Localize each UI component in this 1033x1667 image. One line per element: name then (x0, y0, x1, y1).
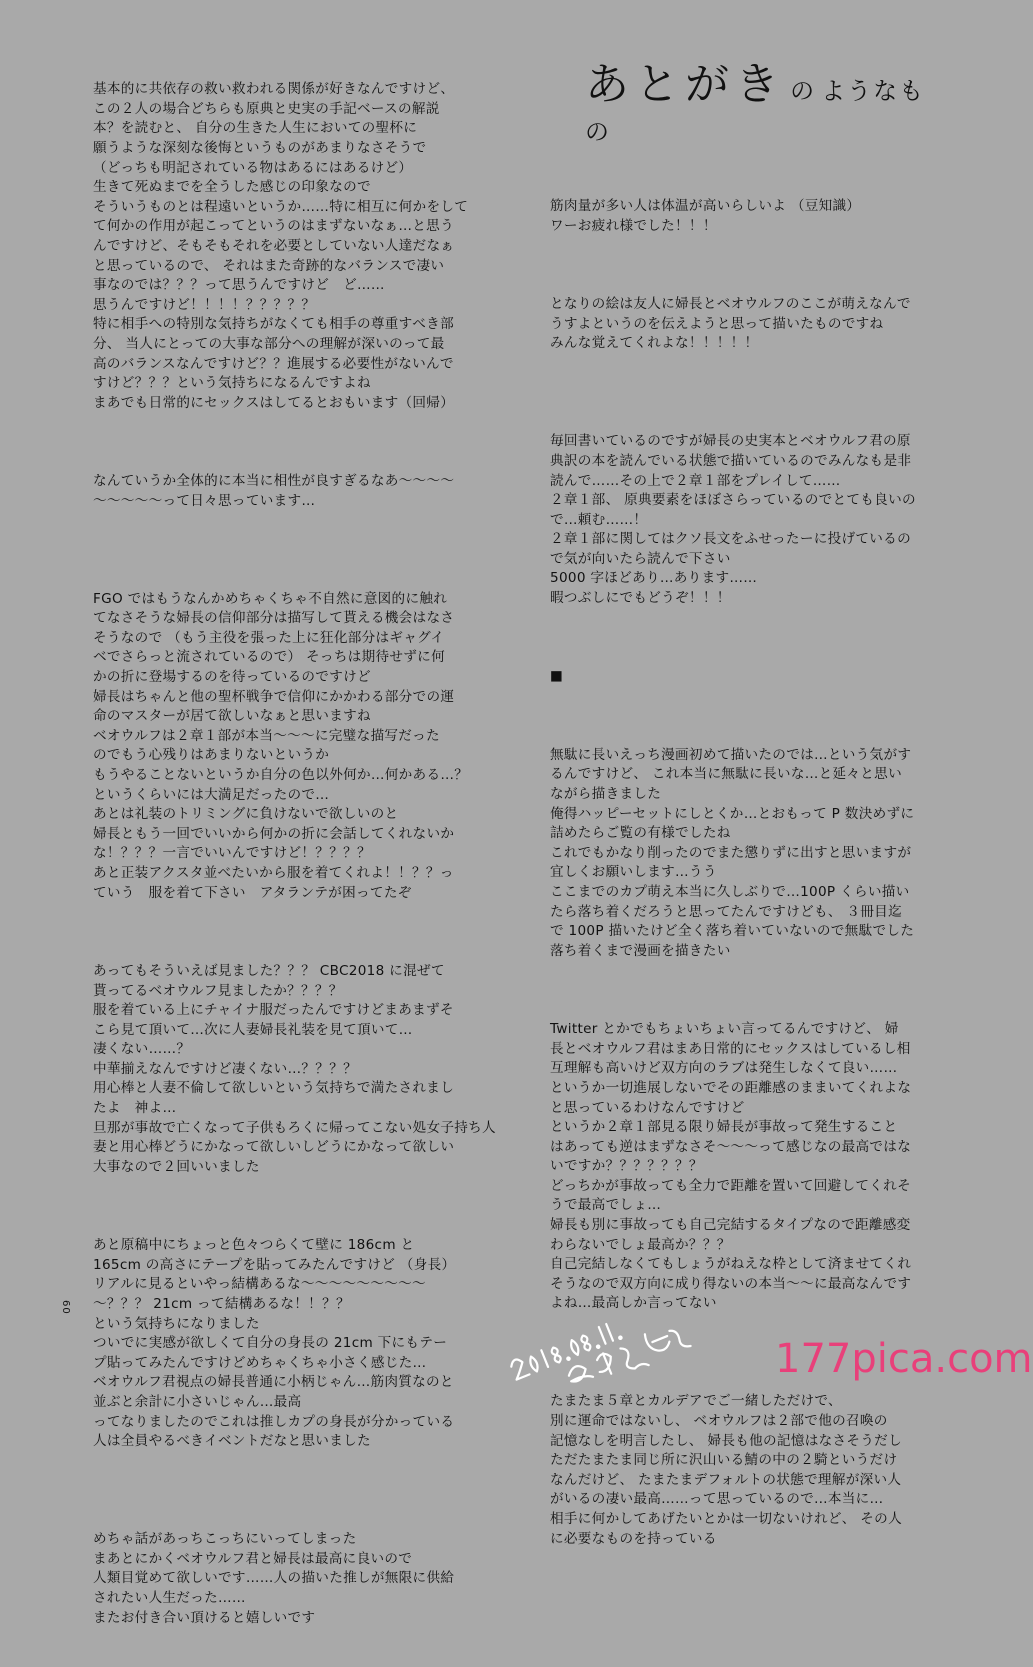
watermark: 177pica.com (775, 1336, 1033, 1382)
paragraph: 基本的に共依存の救い救われる関係が好きなんですけど、 この２人の場合どちらも原典と史実の手記ベースの解説 本？を読むと、 自分の生きた人生においての聖杯に 願うような深刻な後悔というものがあまりなさそうで （どっちも明記されている物はあるにはあるけど） 生きて死ぬまでを全うした感じの印象なので そういうものとは程遠いというか……特に相互に何かをして て何かの作用が起こってというのはまずないなぁ…と思う んですけど、そもそもそれを必要としていない人達だなぁ と思っているので、 それはまた奇跡的なバランスで凄い 事なのでは？？？って思うんですけど ど…… 思うんですけど！！！！？？？？？ 特に相手への特別な気持ちがなくても相手の尊重すべき部 分、 当人にとっての大事な部分への理解が深いのって最 高のバランスなんですけど？？進展する必要性がないんで すけど？？？という気持ちになるんですよね まあでも日常的にセックスはしてるとおもいます（回帰） (93, 81, 469, 411)
paragraph: めちゃ話があっちこっちにいってしまった まあとにかくベオウルフ君と婦長は最高に良いので 人類目覚めて欲しいです……人の描いた推しが無限に供給 されたい人生だった…… またお付き合い頂けると嬉しいです (93, 1531, 455, 1626)
left-text-column (93, 41, 508, 1667)
paragraph: あと原稿中にちょっと色々つらくて壁に 186cm と 165cm の高さにテープを貼ってみたんですけど （身長） リアルに見るといやっ結構あるな～～～～～～～～～ ～？？？ 21cm って結構あるな！！？？ という気持ちになりました ついでに実感が欲しくて自分の身長の 21cm 下にもテー プ貼ってみたんですけどめちゃくちゃ小さく感じた… ベオウルフ君視点の婦長普通に小柄じゃん…筋肉質なのと 並ぶと余計に小さいじゃん…最高 ってなりましたのでこれは推しカプの身長が分かっている 人は全員やるべきイベントだなと思いました (93, 1237, 456, 1450)
paragraph: 毎回書いているのですが婦長の史実本とベオウルフ君の原 典訳の本を読んでいる状態で描いているのでみんなも是非 読んで……その上で２章１部をプレイして…… ２章１部、 原典要素をほぼさらっているのでとても良いの で…頼む……！ ２章１部に関してはクソ長文をふせったーに投げているの で気が向いたら読んで下さい 5000 字ほどあり…あります…… 暇つぶしにでもどうぞ！！！ (550, 433, 916, 607)
title-main: あとがき (585, 59, 785, 110)
section-mark: ■ (550, 668, 564, 685)
paragraph: なんていうか全体的に本当に相性が良すぎるなあ～～～～ ～～～～～って日々思っています… (93, 473, 455, 509)
title-particle: の (790, 77, 817, 105)
title-rest: ようなもの (585, 77, 926, 146)
handwritten-signature (500, 1290, 710, 1400)
paragraph: あってもそういえば見ました？？？ CBC2018 に混ぜて 貰ってるベオウルフ見ましたか？？？？ 服を着ている上にチャイナ服だったんですけどまあまずそ こら見て頂いて…次に人妻婦長礼装を見て頂いて… 凄くない……？ 中華揃えなんですけど凄くない…？？？？ 用心棒と人妻不倫して欲しいという気持ちで満たされまし たよ 神よ… 旦那が事故で亡くなって子供もろくに帰ってこない処女子持ち人 妻と用心棒どうにかなって欲しいしどうにかなって欲しい 大事なので２回いいました (93, 962, 496, 1175)
paragraph: Twitter とかでもちょいちょい言ってるんですけど、 婦 長とベオウルフ君はまあ日常的にセックスはしているし相 互理解も高いけど双方向のラブは発生しなくて良い…… というか一切進展しないでその距離感のままいてくれよな と思っているわけなんですけど というか２章１部見る限り婦長が事故って発生すること はあっても逆はまずなさそ～～～って感じなの最高ではな いですか？？？？？？？ どっちかが事故っても全力で距離を置いて回避してくれそ うで最高でしょ… 婦長も別に事故っても自己完結するタイプなので距離感変 わらないでしょ最高か？？？ 自己完結しなくてもしょうがねえな枠として済ませてくれ そうなので双方向に成り得ないの本当～～に最高なんです よね…最高しか言ってない (550, 1021, 912, 1312)
paragraph: たまたま５章とカルデアでご一緒しただけで、 別に運命ではないし、 ベオウルフは２部で他の召喚の 記憶なしを明言したし、 婦長も他の記憶はなさそうだし ただたまたま同じ所に沢山いる鯖の中の２騎というだけ なんだけど、 たまたまデフォルトの状態で理解が深い人 がいるの凄い最高……って思っているので…本当に… 相手に何かしてあげたいとかは一切ないけれど、 その人 に必要なものを持っている (550, 1393, 902, 1547)
paragraph: 無駄に長いえっち漫画初めて描いたのでは…という気がす るんですけど、 これ本当に無駄に長いな…と延々と思い ながら描きました 俺得ハッピーセットにしとくか…とおもって P 数決めずに 詰めたらご覧の有様でしたね これでもかなり削ったのでまた懲りずに出すと思いますが 宜しくお願いします…うう ここまでのカプ萌え本当に久しぶりで…100P くらい描い たら落ち着くだろうと思ってたんですけども、 ３冊目迄 で 100P 描いたけど全く落ち着いていないので無駄でした 落ち着くまで漫画を描きたい (550, 746, 915, 959)
paragraph: 筋肉量が多い人は体温が高いらしいよ （豆知識） ワーお疲れ様でした！！！ (550, 198, 861, 234)
page-number: 60 (60, 1300, 71, 1315)
afterword-title (585, 48, 945, 146)
paragraph: となりの絵は友人に婦長とベオウルフのここが萌えなんで うすよというのを伝えようと思って描いたものですね みんな覚えてくれよな！！！！！ (550, 296, 911, 352)
paragraph: FGO ではもうなんかめちゃくちゃ不自然に意図的に触れ てなさそうな婦長の信仰部分は描写して貰える機会はなさ そうなので （もう主役を張った上に狂化部分はギャグイ ベでさらっと流されているので） そっちは期待せずに何 かの折に登場するのを待っているのですけど 婦長はちゃんと他の聖杯戦争で信仰にかかわる部分での運 命のマスターが居て欲しいなぁと思いますね ベオウルフは２章１部が本当～～～に完璧な描写だった のでもう心残りはあまりないというか もうやることないというか自分の色以外何か…何かある…？ というくらいには大満足だったので… あとは礼装のトリミングに負けないで欲しいのと 婦長ともう一回でいいから何かの折に会話してくれないか な！？？？一言でいいんですけど！？？？？ あと正装アクスタ並べたいから服を着てくれよ！！？？っ ていう 服を着て下さい アタランテが困ってたぞ (93, 590, 469, 901)
